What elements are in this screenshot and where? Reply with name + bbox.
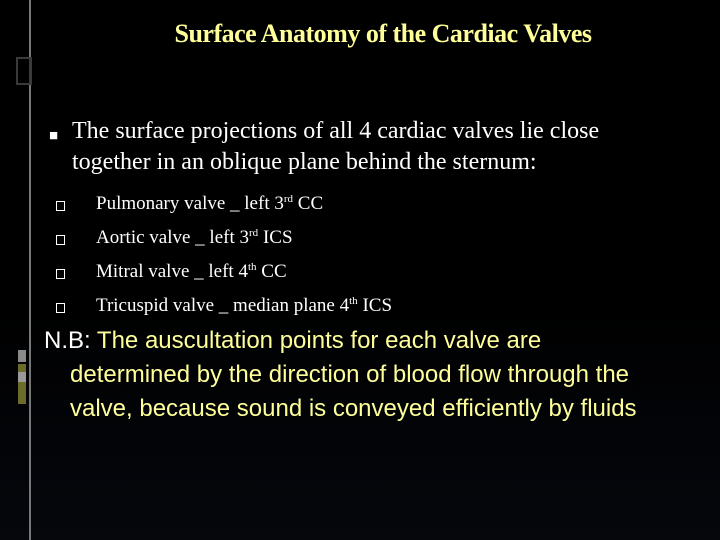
hollow-square-bullet-icon bbox=[56, 188, 66, 222]
nb-note bbox=[44, 324, 714, 426]
nb-note-line1: N.B: The auscultation points for each valve are bbox=[44, 327, 542, 354]
main-bullet-line1: The surface projections of all 4 cardiac valves lie close bbox=[72, 118, 600, 144]
decorative-block-top bbox=[16, 57, 32, 85]
hollow-square-bullet-icon bbox=[56, 256, 66, 290]
slide-title: Surface Anatomy of the Cardiac Valves bbox=[174, 19, 592, 48]
hollow-square-bullet-icon bbox=[56, 222, 66, 256]
content-body bbox=[46, 116, 706, 323]
decorative-block-bottom bbox=[18, 350, 26, 404]
main-bullet-line2: together in an oblique plane behind the sternum: bbox=[72, 149, 537, 175]
sub-bullet-tricuspid: Tricuspid valve _ median plane 4th ICS bbox=[56, 289, 706, 323]
hollow-square-bullet-icon bbox=[56, 290, 66, 324]
nb-note-line2: determined by the direction of blood flow through the bbox=[70, 361, 630, 388]
sub-bullet-pulmonary: Pulmonary valve _ left 3rd CC bbox=[56, 187, 706, 221]
sub-bullet-list bbox=[46, 187, 706, 323]
sub-bullet-mitral: Mitral valve _ left 4th CC bbox=[56, 255, 706, 289]
sub-bullet-aortic: Aortic valve _ left 3rd ICS bbox=[56, 221, 706, 255]
square-bullet-icon: ■ bbox=[49, 128, 59, 144]
nb-note-line3: valve, because sound is conveyed efficiently by fluids bbox=[70, 395, 637, 422]
main-bullet bbox=[46, 116, 706, 178]
